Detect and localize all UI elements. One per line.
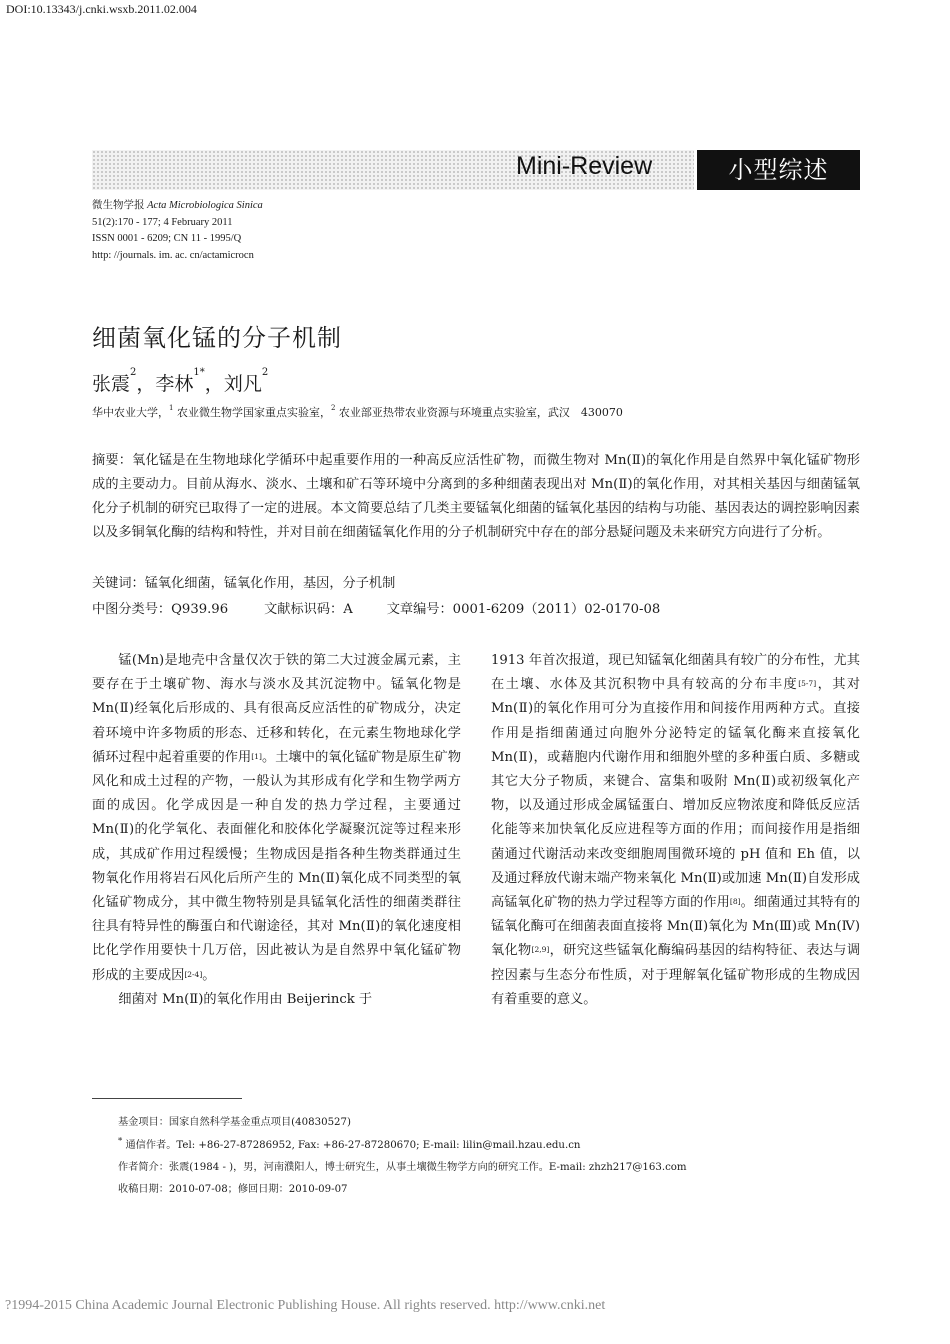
footnote-dates: 收稿日期：2010-07-08；修回日期：2010-09-07 [118, 1184, 348, 1195]
section-banner [92, 150, 860, 190]
body-left-column [92, 649, 461, 1012]
body-paragraph [491, 649, 860, 1012]
document-code: 文献标识码：A [264, 602, 353, 617]
copyright-footer: ?1994-2015 China Academic Journal Electronic Publishing House. All rights reserved. http://www.cnki.net [5, 1298, 606, 1313]
author-sup: 2 [261, 367, 269, 378]
footnote-mark: * [118, 1136, 123, 1147]
journal-url: http: //journals. im. ac. cn/actamicrocn [92, 249, 254, 261]
affiliation-text: 华中农业大学， [92, 406, 169, 419]
journal-name-cn: 微生物学报 [92, 200, 145, 211]
doi-header: DOI:10.13343/j.cnki.wsxb.2011.02.004 [6, 2, 197, 16]
affiliation-sup: 2 [330, 404, 336, 412]
citation-ref: [1] [251, 751, 262, 761]
abstract [92, 449, 860, 545]
author-name: 张震 [92, 373, 131, 395]
journal-name-en: Acta Microbiologica Sinica [147, 200, 263, 211]
body-text: 锰(Mn)是地壳中含量仅次于铁的第二大过渡金属元素，主要存在于土壤矿物、海水与淡水及其沉淀物中。锰氧化物是 Mn(Ⅱ)经氧化后形成的、具有很高反应活性的矿物成分，决定着环境中许多物质的形态、迁移和转化，在元素生物地球化学循环过程中起着重要的作用 [92, 653, 461, 765]
section-type-label: 小型综述 [697, 150, 860, 190]
affiliation-text: 农业部亚热带农业资源与环境重点实验室，武汉 430070 [335, 406, 623, 419]
citation-ref: [2-4] [184, 969, 203, 979]
author-separator: ， [204, 373, 224, 395]
affiliation-text: 农业微生物学国家重点实验室， [173, 406, 331, 419]
body-text: ，其对 Mn(Ⅱ)的氧化作用可分为直接作用和间接作用两种方式。直接作用是指细菌通过向胞外分泌特定的锰氧化酶来直接氧化 Mn(Ⅱ)，或藉胞内代谢作用和细胞外壁的多种蛋白质、多糖或其它大分子物质，来键合、富集和吸附 Mn(Ⅱ)或初级氧化产物，以及通过形成金属锰蛋白、增加反应物浓度和降低反应活化能等来加快氧化反应进程等方面的作用；而间接作用是指细菌通过代谢活动来改变细胞周围微环境的 pH 值和 Eh 值，以及通过释放代谢末端产物来氧化 Mn(Ⅱ)或加速 Mn(Ⅱ)自发形成高锰氧化矿物的热力学过程等方面的作用 [491, 677, 861, 911]
affiliation-sup: 1 [169, 404, 174, 412]
author-name: 刘凡 [223, 373, 262, 395]
footnote-divider [92, 1098, 242, 1099]
journal-info [92, 198, 263, 264]
citation-ref: [5-7] [798, 679, 817, 689]
footnote-corresponding [118, 1136, 858, 1151]
affiliation [92, 404, 623, 420]
article-title: 细菌氧化锰的分子机制 [92, 324, 342, 352]
article-number: 文章编号：0001-6209（2011）02-0170-08 [386, 602, 661, 617]
journal-name-line [92, 198, 263, 215]
body-right-column [491, 649, 860, 1012]
footnote-text: 通信作者。Tel: +86-27-87286952, Fax: +86-27-87280670; E-mail: lilin@mail.hzau.edu.cn [122, 1140, 581, 1151]
author-separator: ， [136, 373, 156, 395]
author-sup: 2 [130, 367, 137, 378]
citation-ref: [8] [729, 897, 741, 907]
journal-issn: ISSN 0001 - 6209; CN 11 - 1995/Q [92, 233, 242, 244]
mini-review-label: Mini-Review [516, 152, 653, 180]
body-text: 。 [202, 967, 216, 983]
footnote-author-bio: 作者简介：张震(1984 - )，男，河南濮阳人，博士研究生，从事土壤微生物学方向的研究工作。E-mail: zhzh217@163.com [118, 1162, 687, 1173]
keywords: 关键词：锰氧化细菌，锰氧化作用，基因，分子机制 [92, 576, 396, 591]
body-text: 1913 年首次报道，现已知锰氧化细菌具有较广的分布性，尤其在土壤、水体及其沉积物中具有较高的分布丰度 [491, 653, 860, 693]
body-paragraph [92, 649, 461, 988]
body-text: ，研究这些锰氧化酶编码基因的结构特征、表达与调控因素与生态分布性质，对于理解氧化锰矿物形成的生物成因有着重要的意义。 [491, 943, 861, 1007]
footnote-fund: 基金项目：国家自然科学基金重点项目(40830527) [118, 1117, 351, 1128]
body-text: 。细菌通过其特有的锰氧化酶可在细菌表面直接将 Mn(Ⅱ)氧化为 Mn(Ⅲ)或 Mn(Ⅳ)氧化物 [491, 895, 861, 959]
author-sup: 1* [193, 367, 205, 378]
citation-ref: [2,9] [531, 945, 550, 955]
body-text: 。土壤中的氧化锰矿物是原生矿物风化和成土过程的产物，一般认为其形成有化学和生物学两方面的成因。化学成因是一种自发的热力学过程，主要通过 Mn(Ⅱ)的化学氧化、表面催化和胶体化学凝聚沉淀等过程来形成，其成矿作用过程缓慢；生物成因是指各种生物类群通过生物氧化作用将岩石风化后所产生的 Mn(Ⅱ)氧化成不同类型的氧化锰矿物成分，其中微生物特别是具锰氧化活性的细菌类群往往具有特异性的酶蛋白和代谢途径，其对 Mn(Ⅱ)的氧化速度相比化学作用要快十几万倍，因此被认为是自然界中氧化锰矿物形成的主要成因 [92, 749, 462, 983]
journal-volume: 51(2):170 - 177; 4 February 2011 [92, 216, 233, 228]
author-list [92, 369, 268, 396]
body-paragraph: 细菌对 Mn(Ⅱ)的氧化作用由 Beijerinck 于 [118, 991, 373, 1007]
clc-number: 中图分类号：Q939.96 [92, 602, 229, 617]
classification-line [92, 598, 660, 617]
abstract-text: 摘要：氧化锰是在生物地球化学循环中起重要作用的一种高反应活性矿物，而微生物对 Mn(Ⅱ)的氧化作用是自然界中氧化锰矿物形成的主要动力。目前从海水、淡水、土壤和矿石等环境中分离到的多种细菌表现出对 Mn(Ⅱ)的氧化作用，对其相关基因与细菌锰氧化分子机制的研究已取得了一定的进展。本文简要总结了几类主要锰氧化细菌的锰氧化基因的结构与功能、基因表达的调控影响因素以及多铜氧化酶的结构和特性，并对目前在细菌锰氧化作用的分子机制研究中存在的部分悬疑问题及未来研究方向进行了分析。 [92, 453, 860, 540]
author-name: 李林 [155, 373, 194, 395]
